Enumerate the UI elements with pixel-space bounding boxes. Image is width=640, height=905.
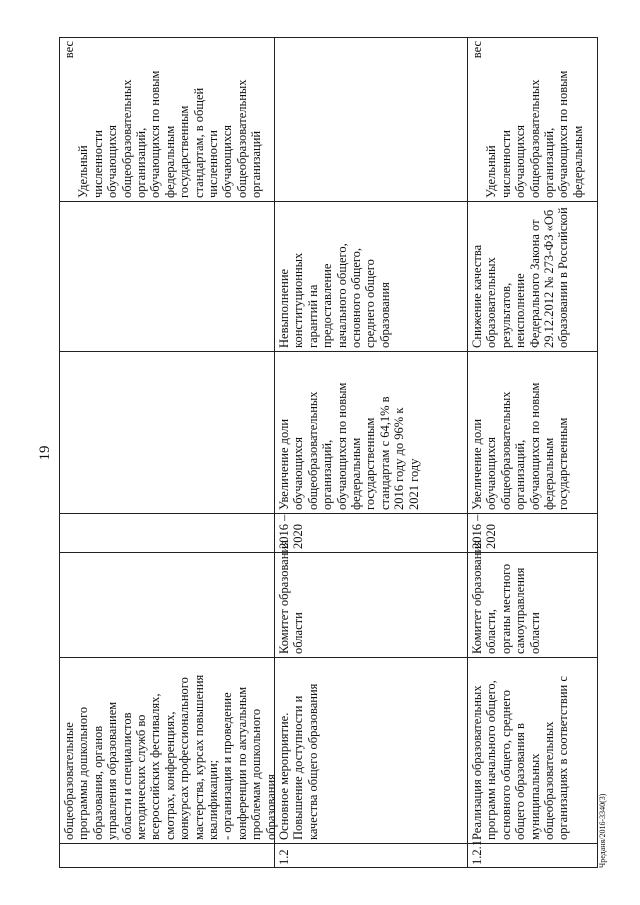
cell-text-line: - организация и проведение bbox=[220, 692, 235, 840]
executor-cell bbox=[275, 540, 468, 657]
cell-text-line: Увеличение доли bbox=[470, 418, 484, 510]
result-cell bbox=[468, 351, 598, 513]
cell-text-line: организаций, bbox=[513, 439, 528, 510]
cell-text-line: области, bbox=[484, 609, 499, 654]
cell-text-line: образования bbox=[377, 282, 392, 348]
cell-text-line: 2016 – bbox=[277, 514, 291, 549]
activity-cell bbox=[468, 657, 598, 843]
cell-text-line: организаций, bbox=[542, 127, 557, 198]
program-table bbox=[59, 37, 598, 868]
page-number: 19 bbox=[37, 445, 53, 461]
cell-text-line: общего образования в bbox=[513, 723, 528, 840]
cell-text-line: федеральным bbox=[570, 125, 585, 198]
activity-cell bbox=[60, 657, 278, 843]
cell-text-line: смотрах, конференциях, bbox=[162, 711, 177, 840]
result-cell bbox=[60, 351, 275, 513]
indicator-cell bbox=[275, 37, 468, 201]
consequences-cell bbox=[468, 201, 598, 351]
cell-text-line: программы дошкольного bbox=[76, 706, 91, 840]
cell-text-line: программ начального общего, bbox=[484, 680, 499, 840]
cell-text-line: гарантий на bbox=[305, 284, 320, 348]
cell-text-line: неисполнение bbox=[513, 273, 528, 348]
cell-text-line: 29.12.2012 № 273-ФЗ «Об bbox=[542, 209, 557, 348]
cell-text-line: обучающихся bbox=[105, 124, 120, 198]
cell-text-line: вес bbox=[470, 41, 484, 59]
cell-text-line: конституционных bbox=[291, 252, 306, 348]
cell-text-line: начального общего, bbox=[334, 243, 349, 348]
executor-cell bbox=[60, 552, 275, 657]
cell-text-line: конкурсах профессионального bbox=[177, 677, 192, 840]
cell-text-line: образовательных bbox=[484, 257, 499, 348]
executor-cell bbox=[468, 540, 598, 657]
cell-text-line: общеобразовательных bbox=[542, 721, 557, 840]
cell-text-line: муниципальных bbox=[527, 753, 542, 840]
cell-text-line: стандартам, в общей bbox=[191, 87, 206, 198]
cell-text-line: обучающихся bbox=[484, 436, 499, 510]
cell-text-line: мастерства, курсах повышения bbox=[191, 674, 206, 840]
cell-text-line: самоуправления bbox=[513, 567, 528, 654]
row-number-cell bbox=[60, 843, 275, 867]
cell-text-line: организациях в соответствии с bbox=[556, 676, 571, 840]
cell-text-line: методических служб во bbox=[134, 714, 149, 840]
cell-text-line: государственным bbox=[556, 417, 571, 510]
cell-text-line: организаций bbox=[249, 130, 264, 198]
cell-text-line: общеобразовательных bbox=[305, 391, 320, 510]
cell-text-line: результатов, bbox=[498, 282, 513, 348]
cell-text-line: квалификации; bbox=[206, 759, 221, 840]
cell-text-line: федеральным bbox=[162, 125, 177, 198]
cell-text-line: 2021 году bbox=[406, 458, 421, 510]
cell-text-line: Удельный bbox=[484, 145, 499, 198]
cell-text-line: Повышение доступности и bbox=[291, 695, 306, 840]
cell-text-line: Комитет образования bbox=[470, 540, 484, 654]
indicator-cell bbox=[468, 37, 598, 201]
consequences-cell bbox=[275, 201, 468, 351]
cell-text-line: обучающихся по новым bbox=[556, 70, 571, 198]
cell-text-line: Удельный bbox=[76, 145, 91, 198]
cell-text-line: управления образованием bbox=[105, 701, 120, 840]
cell-text-line: 2020 bbox=[291, 524, 306, 549]
cell-text-line: качества общего образования bbox=[305, 683, 320, 840]
cell-text-line: обучающихся по новым bbox=[148, 70, 163, 198]
cell-text-line: организаций, bbox=[134, 127, 149, 198]
cell-text-line: Увеличение доли bbox=[277, 418, 291, 510]
cell-text-line: среднего общего bbox=[363, 259, 378, 348]
cell-text-line: организаций, bbox=[320, 439, 335, 510]
term-cell bbox=[60, 513, 275, 552]
cell-text-line: области bbox=[527, 612, 542, 654]
cell-text-line: обучающихся по новым bbox=[334, 382, 349, 510]
cell-text-line: основного общего, bbox=[349, 247, 364, 348]
cell-text-line: вес bbox=[62, 41, 76, 59]
cell-text-line: численности bbox=[498, 130, 513, 198]
cell-text-line: обучающихся bbox=[291, 436, 306, 510]
cell-text-line: Федерального Закона от bbox=[527, 219, 542, 348]
cell-text-line: стандартам с 64,1% в bbox=[377, 396, 392, 510]
term-cell bbox=[275, 513, 468, 552]
cell-text-line: численности bbox=[90, 130, 105, 198]
cell-text-line: государственным bbox=[177, 105, 192, 198]
cell-text-line: конференции по актуальным bbox=[234, 686, 249, 840]
cell-text-line: предоставление bbox=[320, 263, 335, 348]
row-number-cell: 1.2.1 bbox=[468, 843, 598, 867]
cell-text-line: общеобразовательных bbox=[234, 79, 249, 198]
cell-text-line: области bbox=[291, 612, 306, 654]
cell-text-line: образования bbox=[263, 774, 278, 840]
result-cell bbox=[275, 351, 468, 513]
cell-text-line: Комитет образования bbox=[277, 540, 291, 654]
cell-text-line: общеобразовательных bbox=[498, 391, 513, 510]
cell-text-line: основного общего, среднего bbox=[498, 689, 513, 840]
cell-text-line: проблемам дошкольного bbox=[249, 708, 264, 840]
cell-text-line: 2020 bbox=[484, 524, 499, 549]
cell-text-line: образования, органов bbox=[90, 725, 105, 840]
cell-text-line: общеобразовательные bbox=[62, 722, 76, 840]
cell-text-line: государственным bbox=[363, 417, 378, 510]
cell-text-line: обучающихся bbox=[513, 124, 528, 198]
cell-text-line: численности bbox=[206, 130, 221, 198]
indicator-cell bbox=[60, 37, 275, 201]
cell-text-line: Основное мероприятие. bbox=[277, 712, 291, 840]
cell-text-line: Снижение качества bbox=[470, 244, 484, 348]
cell-text-line: федеральным bbox=[542, 437, 557, 510]
cell-text-line: общеобразовательных bbox=[119, 79, 134, 198]
cell-text-line: всероссийских фестивалях, bbox=[148, 693, 163, 840]
cell-text-line: обучающихся bbox=[220, 124, 235, 198]
cell-text-line: Невыполнение bbox=[277, 268, 291, 348]
cell-text-line: обучающихся по новым bbox=[527, 382, 542, 510]
document-reference: Чреданя/2016-3340(3) bbox=[598, 793, 607, 868]
cell-text-line: общеобразовательных bbox=[527, 79, 542, 198]
activity-cell bbox=[275, 657, 468, 843]
cell-text-line: федеральным bbox=[349, 437, 364, 510]
cell-text-line: Реализация образовательных bbox=[470, 685, 484, 840]
cell-text-line: 2016 году до 96% к bbox=[392, 407, 407, 510]
consequences-cell bbox=[60, 201, 275, 351]
cell-text-line: органы местного bbox=[498, 563, 513, 654]
cell-text-line: 2016 – bbox=[470, 514, 484, 549]
rotated-table-frame bbox=[35, 38, 620, 868]
cell-text-line: образовании в Российской bbox=[556, 207, 571, 348]
term-cell bbox=[468, 513, 598, 552]
row-number-cell: 1.2 bbox=[275, 843, 468, 867]
cell-text-line: области и специалистов bbox=[119, 712, 134, 840]
